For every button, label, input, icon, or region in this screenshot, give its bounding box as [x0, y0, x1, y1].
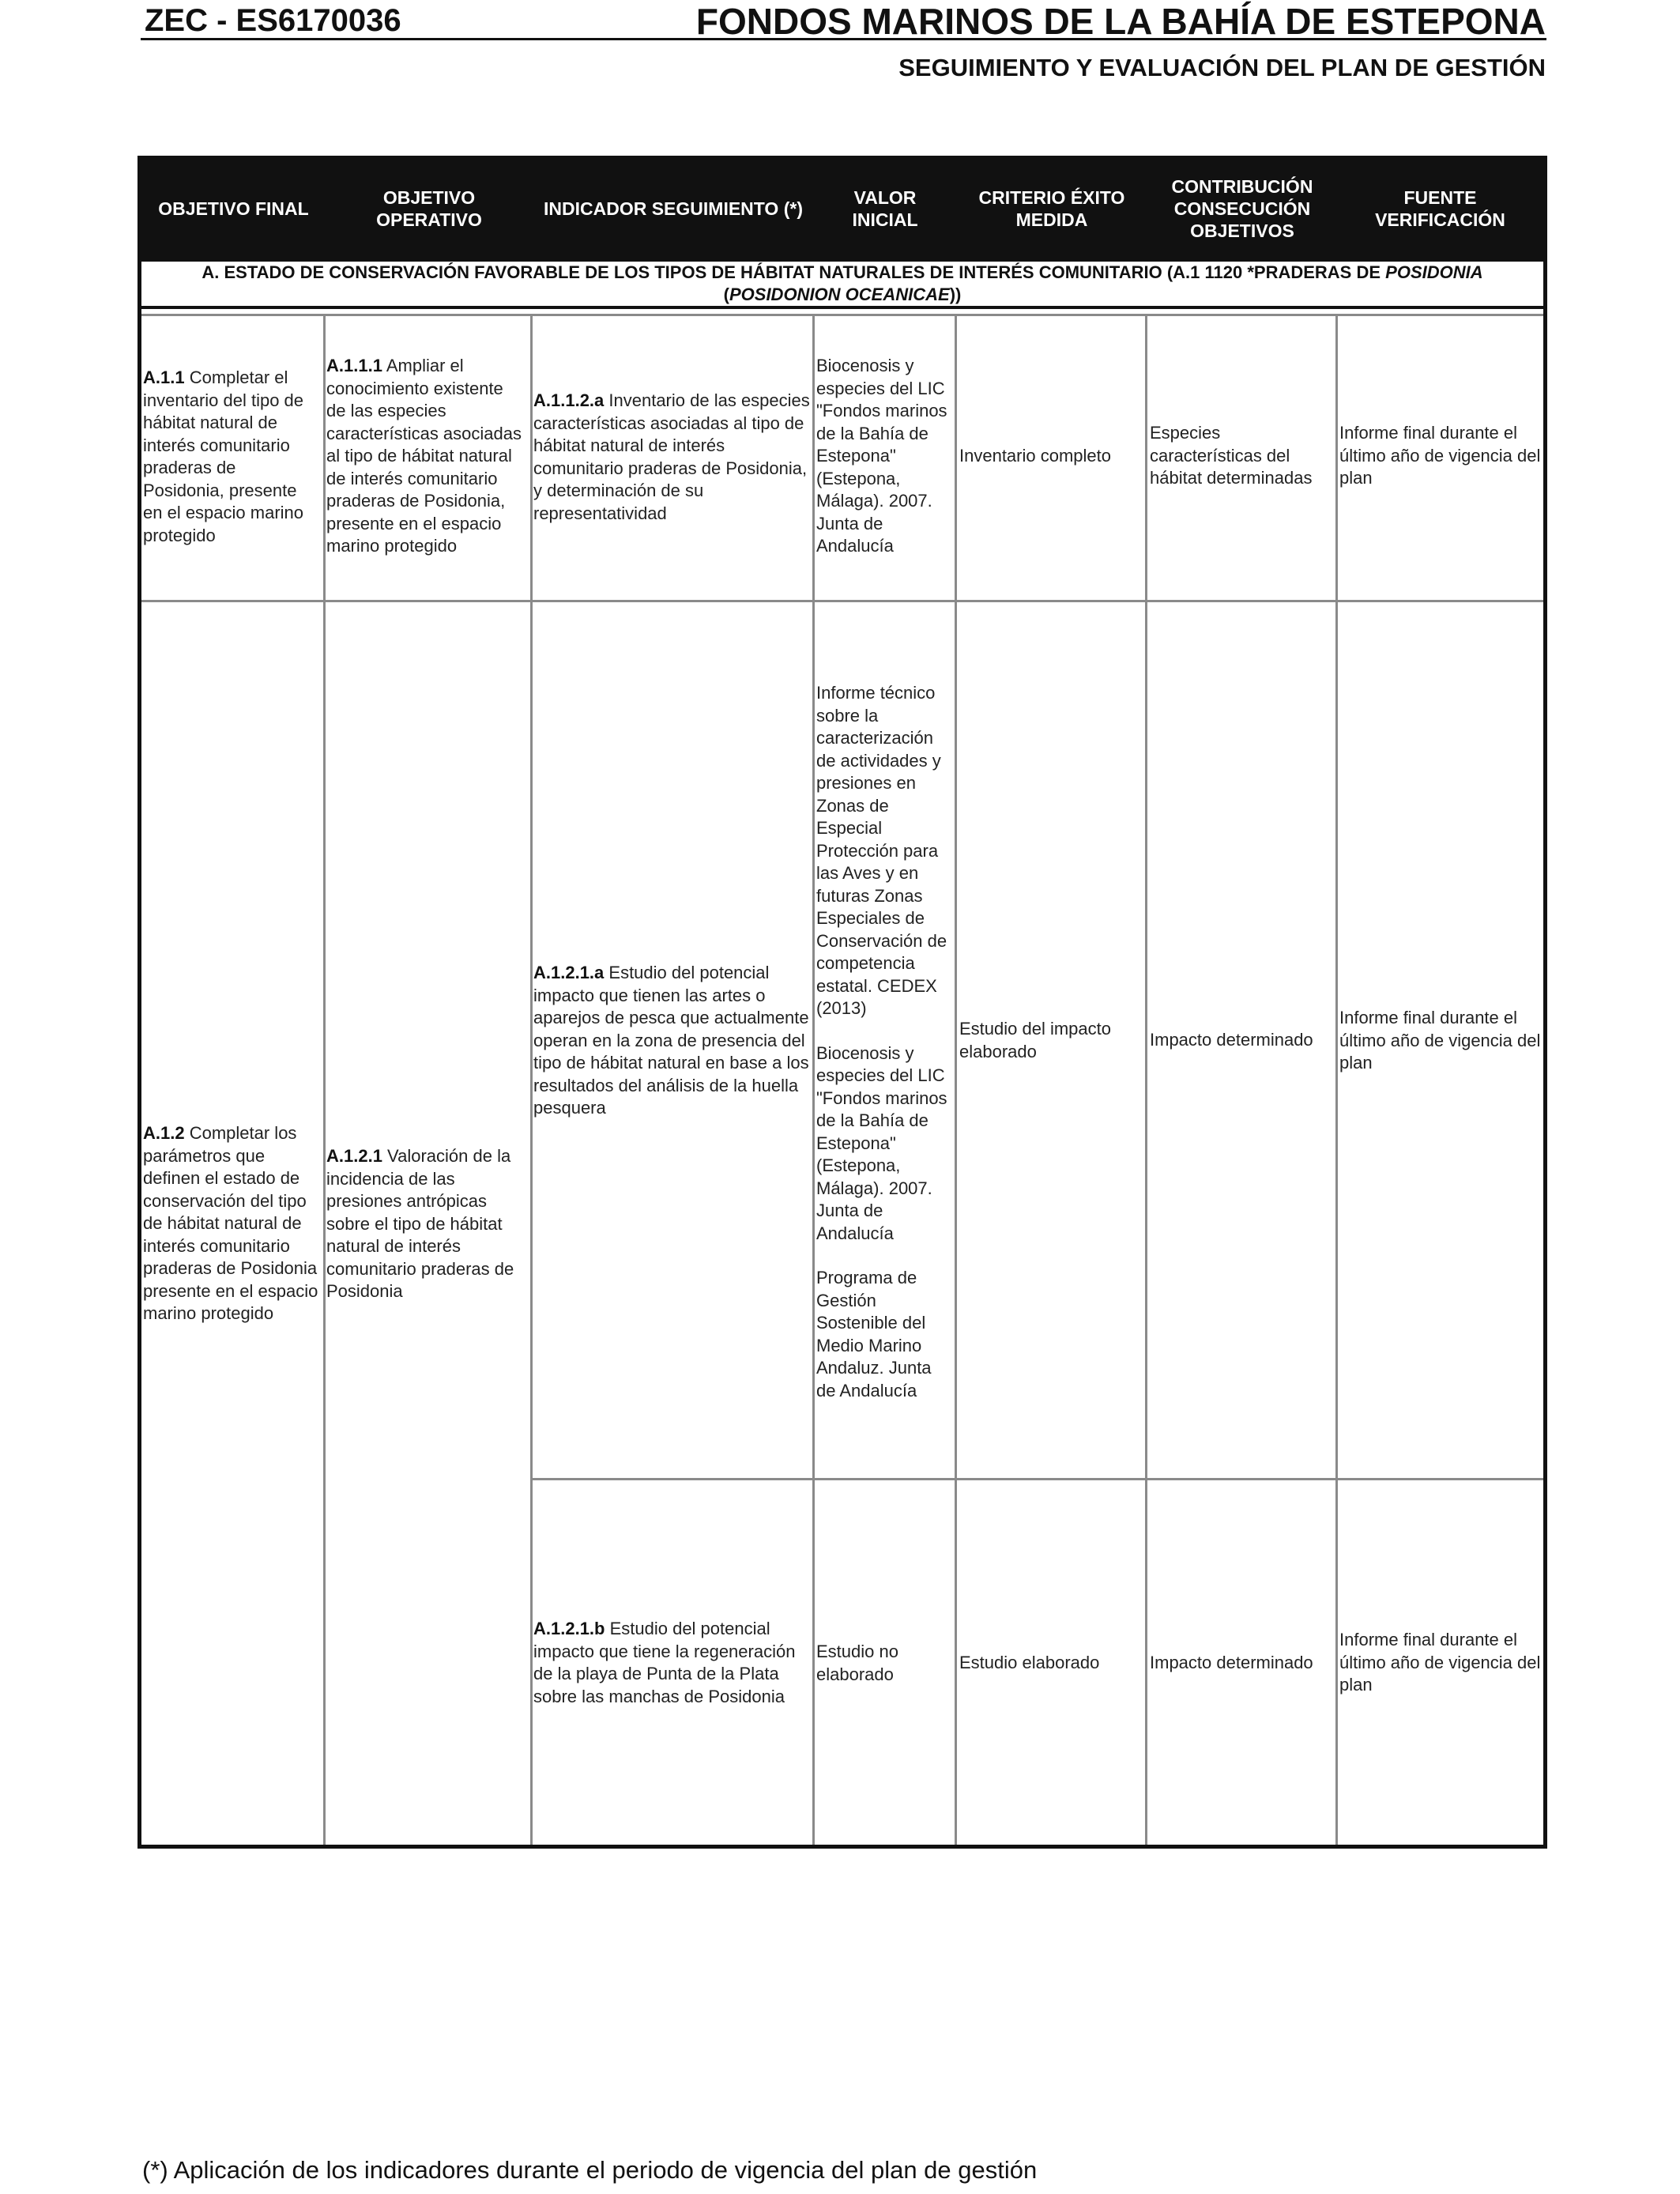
- cell-text: (Estepona,: [816, 1155, 901, 1175]
- cell-text: Biocenosis y: [816, 1042, 914, 1063]
- cell-text: plan: [1339, 1053, 1373, 1072]
- cell-text: de la Bahía de: [816, 1110, 929, 1130]
- col-header-label: CRITERIO ÉXITO: [978, 187, 1125, 208]
- row1-objetivo-operativo: [326, 355, 529, 558]
- cell-text: Zonas de: [816, 795, 889, 816]
- row1-criterio: [959, 445, 1144, 468]
- cell-text: y determinación de su: [533, 481, 704, 500]
- row2b-indicador: [533, 1618, 812, 1708]
- cell-text: Completar los: [184, 1123, 297, 1143]
- cell-text: competencia: [816, 953, 915, 973]
- zone-code: ZEC - ES6170036: [145, 3, 401, 38]
- cell-text: Andalucía: [816, 536, 894, 556]
- cell-text: hábitat natural de: [143, 413, 278, 432]
- indicator-code: A.1.2.1.b: [533, 1619, 605, 1638]
- cell-text: Impacto determinado: [1150, 1653, 1313, 1672]
- cell-text: pesquera: [533, 1098, 606, 1118]
- cell-text: Informe final durante el: [1339, 423, 1518, 443]
- cell-text: Conservación de: [816, 930, 947, 951]
- cell-text: plan: [1339, 1675, 1373, 1695]
- cell-text: Ampliar el: [382, 356, 464, 375]
- cell-text: estatal. CEDEX: [816, 975, 937, 996]
- cell-text: último año de vigencia del: [1339, 1652, 1541, 1672]
- row2a-fuente: [1339, 1007, 1543, 1075]
- cell-text: aparejos de pesca que actualmente: [533, 1008, 809, 1027]
- cell-text: futuras Zonas: [816, 885, 923, 906]
- cell-text: conservación del tipo: [143, 1190, 307, 1211]
- cell-text: Estudio del potencial: [605, 1619, 770, 1638]
- cell-text: Informe técnico: [816, 683, 936, 703]
- cell-text: inventario del tipo de: [143, 390, 304, 410]
- cell-text: interés comunitario: [143, 435, 290, 455]
- row2a-indicador: [533, 962, 812, 1120]
- cell-text: características asociadas al tipo de: [533, 413, 804, 433]
- objective-code: A.1.2: [143, 1123, 185, 1143]
- header-rule: [141, 38, 1546, 40]
- cell-text: sobre las manchas de Posidonia: [533, 1686, 785, 1706]
- col-divider: [812, 314, 815, 1845]
- cell-text: interés comunitario: [143, 1235, 290, 1256]
- cell-text: Estepona": [816, 1133, 896, 1153]
- col-header-label: CONTRIBUCIÓN: [1171, 176, 1313, 197]
- col-header-label: FUENTE VERIFICACIÓN: [1375, 187, 1505, 230]
- cell-text: Medio Marino: [816, 1335, 922, 1355]
- cell-text: operan en la zona de presencia del: [533, 1030, 805, 1050]
- row2b-criterio: [959, 1652, 1144, 1675]
- cell-text: Posidonia: [326, 1281, 403, 1301]
- section-text-italic: POSIDONION OCEANICAE: [729, 285, 950, 304]
- cell-text: praderas de Posidonia,: [326, 491, 506, 511]
- col-header-indicador: [533, 156, 814, 262]
- cell-text: elaborado: [816, 1664, 894, 1684]
- section-border-right: [1543, 262, 1547, 309]
- row-divider: [141, 314, 1543, 316]
- row2b-valor-inicial: [816, 1641, 954, 1686]
- cell-text: Programa de: [816, 1268, 917, 1287]
- row2-objetivo-operativo: [326, 1145, 529, 1303]
- cell-text: representatividad: [533, 503, 667, 523]
- cell-text: al tipo de hábitat natural: [326, 446, 512, 466]
- document-subtitle: SEGUIMIENTO Y EVALUACIÓN DEL PLAN DE GESTIÓN: [898, 54, 1546, 81]
- cell-text: Andalucía: [816, 1223, 894, 1243]
- cell-text: Inventario de las especies: [604, 390, 810, 410]
- col-divider: [530, 314, 533, 1845]
- objective-code: A.1.1.1: [326, 356, 382, 375]
- cell-text: protegido: [143, 525, 216, 545]
- col-header-label: OBJETIVO OPERATIVO: [376, 187, 482, 230]
- section-text: (: [723, 285, 729, 304]
- cell-text: Especial: [816, 818, 883, 838]
- cell-text: Completar el: [184, 368, 288, 387]
- cell-text: de hábitat natural de: [143, 1213, 302, 1233]
- cell-text: Málaga). 2007.: [816, 491, 932, 511]
- cell-text: Impacto determinado: [1150, 1030, 1313, 1050]
- row1-indicador: [533, 390, 812, 525]
- section-a-banner: [141, 262, 1543, 309]
- cell-text: las Aves y en: [816, 863, 919, 883]
- cell-text: Sostenible del: [816, 1313, 926, 1333]
- cell-text: Estudio del impacto: [959, 1019, 1111, 1039]
- col-header-label: OBJETIVO FINAL: [158, 198, 309, 219]
- objective-code: A.1.2.1: [326, 1146, 382, 1166]
- document-title: FONDOS MARINOS DE LA BAHÍA DE ESTEPONA: [695, 1, 1546, 42]
- row1-objetivo-final: [143, 367, 322, 547]
- cell-text: características del: [1150, 445, 1290, 466]
- cell-text: impacto que tienen las artes o: [533, 985, 766, 1005]
- row2a-contribucion: [1150, 1029, 1335, 1052]
- section-text: A. ESTADO DE CONSERVACIÓN FAVORABLE DE LOS TIPOS DE HÁBITAT NATURALES DE INTERÉS COMUNITARIO (A.1 1120 *PRADERAS DE: [202, 262, 1386, 282]
- cell-text: presente en el espacio: [326, 513, 502, 533]
- cell-text: especies del LIC: [816, 378, 945, 398]
- cell-text: Málaga). 2007.: [816, 1178, 932, 1198]
- cell-text: Junta de: [816, 513, 883, 533]
- col-header-label: VALOR INICIAL: [852, 187, 918, 230]
- col-divider: [1145, 314, 1147, 1845]
- cell-text: Gestión: [816, 1290, 876, 1310]
- cell-text: Andaluz. Junta: [816, 1358, 932, 1378]
- footnote: (*) Aplicación de los indicadores durante el periodo de vigencia del plan de gestión: [142, 2156, 1038, 2184]
- cell-text: "Fondos marinos: [816, 1088, 947, 1108]
- cell-text: (2013): [816, 998, 867, 1018]
- col-divider: [955, 314, 957, 1845]
- cell-text: sobre el tipo de hábitat: [326, 1213, 503, 1234]
- cell-text: Especiales de: [816, 908, 925, 928]
- cell-text: Protección para: [816, 840, 939, 861]
- objective-code: A.1.1: [143, 368, 185, 387]
- col-header-objetivo-final: [141, 156, 326, 262]
- cell-text: sobre la: [816, 705, 879, 726]
- cell-text: Informe final durante el: [1339, 1630, 1518, 1649]
- col-header-objetivo-operativo: [326, 156, 533, 262]
- cell-text: natural de interés: [326, 1236, 461, 1256]
- cell-text: Informe final durante el: [1339, 1008, 1518, 1027]
- cell-text: marino protegido: [143, 1303, 274, 1323]
- row-divider: [531, 1478, 1543, 1480]
- cell-text: marino protegido: [326, 536, 458, 556]
- row2b-fuente: [1339, 1629, 1543, 1697]
- cell-text: definen el estado de: [143, 1168, 300, 1188]
- section-line-2: [141, 284, 1543, 306]
- col-header-contribucion: [1147, 156, 1337, 262]
- col-header-label: CONSECUCIÓN: [1173, 198, 1311, 219]
- col-divider: [1335, 314, 1338, 1845]
- cell-text: de Andalucía: [816, 1380, 917, 1400]
- cell-text: conocimiento existente: [326, 378, 503, 398]
- col-header-criterio: [956, 156, 1147, 262]
- cell-text: de la playa de Punta de la Plata: [533, 1664, 779, 1683]
- cell-text: caracterización: [816, 728, 933, 748]
- cell-text: características asociadas: [326, 423, 522, 443]
- cell-text: elaborado: [959, 1041, 1037, 1061]
- cell-text: Biocenosis y: [816, 356, 914, 375]
- cell-text: (Estepona,: [816, 468, 901, 488]
- cell-text: presiones en: [816, 773, 916, 793]
- row1-contribucion: [1150, 422, 1335, 490]
- indicator-code: A.1.1.2.a: [533, 390, 605, 410]
- col-header-label: MEDIDA: [1015, 209, 1088, 230]
- section-text: )): [949, 285, 962, 304]
- cell-text: de interés comunitario: [326, 468, 498, 488]
- cell-text: Posidonia, presente: [143, 480, 297, 500]
- col-divider: [323, 314, 326, 1845]
- cell-text: tipo de hábitat natural en base a los: [533, 1053, 809, 1072]
- cell-text: Estudio elaborado: [959, 1653, 1100, 1672]
- cell-text: praderas de: [143, 458, 236, 477]
- row1-valor-inicial: [816, 355, 954, 558]
- cell-text: hábitat determinadas: [1150, 468, 1313, 488]
- row2-objetivo-final: [143, 1122, 322, 1325]
- cell-text: plan: [1339, 468, 1373, 488]
- cell-text: de las especies: [326, 401, 446, 420]
- section-line-1: [141, 262, 1543, 284]
- row2a-criterio: [959, 1018, 1144, 1063]
- cell-text: último año de vigencia del: [1339, 445, 1541, 466]
- cell-text: incidencia de las: [326, 1168, 455, 1189]
- cell-text: Junta de: [816, 1201, 883, 1220]
- col-header-valor-inicial: [814, 156, 956, 262]
- indicator-code: A.1.2.1.a: [533, 963, 605, 982]
- cell-text: presiones antrópicas: [326, 1191, 488, 1211]
- cell-text: comunitario praderas de Posidonia,: [533, 458, 808, 478]
- cell-text: Estepona": [816, 446, 896, 466]
- cell-text: impacto que tiene la regeneración: [533, 1641, 796, 1661]
- cell-text: Estudio del potencial: [604, 963, 770, 982]
- col-header-label: INDICADOR SEGUIMIENTO (*): [544, 198, 803, 219]
- row1-fuente: [1339, 422, 1543, 490]
- row-divider: [141, 600, 1543, 602]
- cell-text: Valoración de la: [382, 1146, 511, 1166]
- cell-text: Estudio no: [816, 1642, 898, 1661]
- col-header-label: OBJETIVOS: [1190, 221, 1294, 241]
- section-text-italic: POSIDONIA: [1385, 262, 1483, 282]
- cell-text: último año de vigencia del: [1339, 1030, 1541, 1050]
- cell-text: de actividades y: [816, 750, 941, 771]
- cell-text: de la Bahía de: [816, 423, 929, 443]
- cell-text: comunitario praderas de: [326, 1258, 514, 1279]
- cell-text: parámetros que: [143, 1145, 266, 1166]
- row2b-contribucion: [1150, 1652, 1335, 1675]
- cell-text: resultados del análisis de la huella: [533, 1075, 799, 1095]
- cell-text: Especies: [1150, 423, 1221, 443]
- cell-text: especies del LIC: [816, 1065, 945, 1085]
- cell-text: Inventario completo: [959, 446, 1111, 466]
- col-header-fuente: [1337, 156, 1543, 262]
- cell-text: praderas de Posidonia: [143, 1258, 318, 1278]
- cell-text: en el espacio marino: [143, 503, 304, 522]
- cell-text: "Fondos marinos: [816, 401, 947, 420]
- cell-text: hábitat natural de interés: [533, 435, 725, 455]
- cell-text: presente en el espacio: [143, 1280, 318, 1301]
- section-border-left: [137, 262, 141, 309]
- row2a-valor-inicial: [816, 682, 954, 1402]
